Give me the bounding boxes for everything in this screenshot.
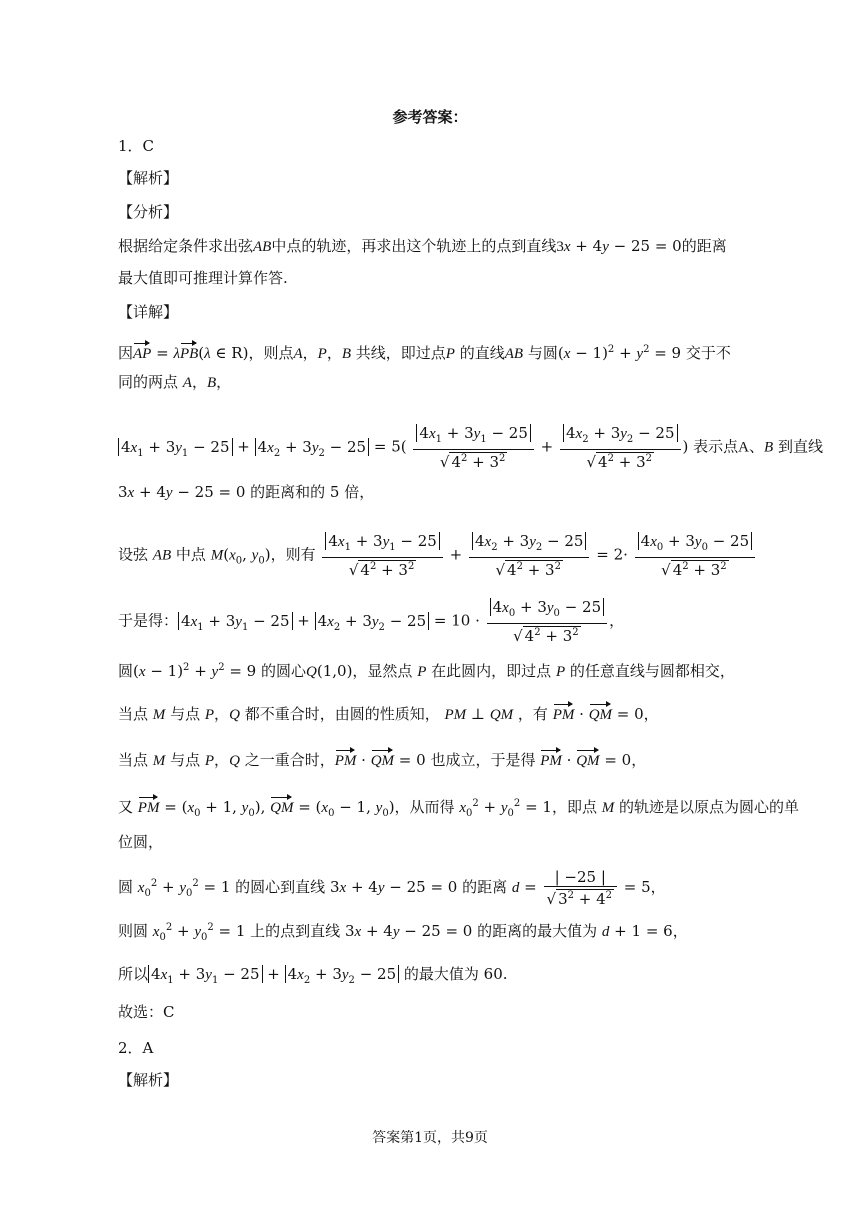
detail-line-1: 因AP = λPB(λ ∈ R)，则点A，P，B 共线，即过点P 的直线AB 与圆$(x - 1)^2 + y^2 = 9$ 交于不 <box>118 344 731 362</box>
q1-fenxi-heading: 【分析】 <box>118 203 179 221</box>
detail-line-3: $4x_1 + 3y_1 - 25 + 4x_2 + 3y_2 - 25 = 5$( $\frac{4x_1 + 3y_1 - 25}{√ 4^2 + 3^2}$ + $\frac{4x_2 + 3y_2 - 25}{√ 4^2 + 3^2}$ ) 表示点A、B 到直线 <box>118 424 823 471</box>
detail-line-13: 则圆 $x_0^2 + y_0^2 = 1$ 上的点到直线 3x + 4y − 25 = 0 的距离的最大值为 d + 1 = 6， <box>118 922 688 943</box>
page-footer: 答案第1页，共9页 <box>372 1130 488 1146</box>
q1-xiangjie-heading: 【详解】 <box>118 303 179 321</box>
q2-jiexi-heading: 【解析】 <box>118 1071 179 1089</box>
detail-line-14: 所以 $4x_1 + 3y_1 - 25 + 4x_2 + 3y_2 - 25$ 的最大值为 60. <box>118 965 508 986</box>
detail-line-10: 又 PM = ($x_0 + 1$, $y_0$), QM = ($x_0 - 1$, $y_0$)，从而得 $x_0^2 + y_0^2 = 1$，即点 M 的轨迹是以原点为圆心的单 <box>118 798 800 819</box>
analysis-line-1: 根据给定条件求出弦AB中点的轨迹，再求出这个轨迹上的点到直线3x + 4y − 25 = 0的距离 <box>118 237 727 255</box>
q1-answer: 故选：C <box>118 1003 175 1021</box>
detail-line-6: 于是得： $4x_1 + 3y_1 - 25 + 4x_2 + 3y_2 - 25 = 10$ · $\frac{4x_0 + 3y_0 - 25}{√ 4^2 + 3^2}$ ， <box>118 598 625 645</box>
q1-jiexi-heading: 【解析】 <box>118 169 179 187</box>
detail-line-11: 位圆， <box>118 833 164 851</box>
page-title: 参考答案： <box>392 108 468 126</box>
analysis-line-2: 最大值即可推理计算作答. <box>118 269 288 287</box>
detail-line-8: 当点 M 与点 P，Q 都不重合时，由圆的性质知， PM ⊥ QM ，有 PM · QM = 0， <box>118 705 659 723</box>
detail-line-2: 同的两点 A，B， <box>118 373 232 391</box>
detail-line-12: 圆 $x_0^2 + y_0^2 = 1$ 的圆心到直线 3x + 4y − 25 = 0 的距离 d = $\frac{| -25 |}{√ 3^2 + 4^2}$ = 5， <box>118 868 666 908</box>
detail-line-4: 3x + 4y − 25 = 0 的距离和的 5 倍， <box>118 483 375 501</box>
detail-line-5: 设弦 AB 中点 $M(x_0$, $y_0$)，则有 $\frac{4x_1 + 3y_1 - 25}{√ 4^2 + 3^2}$ + $\frac{4x_2 + 3y_2 - 25}{√ 4^2 + 3^2}$ = 2· $\frac{4x_0 + 3y_0 - 25}{√ 4^2 + 3^2}$ <box>118 532 757 579</box>
detail-line-9: 当点 M 与点 P，Q 之一重合时，PM · QM = 0 也成立，于是得 PM · QM = 0， <box>118 751 647 769</box>
question-2-number: 2．A <box>118 1039 154 1057</box>
detail-line-7: 圆$(x - 1)^2 + y^2 = 9$ 的圆心Q(1,0)，显然点 P 在此圆内，即过点 P 的任意直线与圆都相交， <box>118 662 735 680</box>
question-1-number: 1．C <box>118 137 155 155</box>
